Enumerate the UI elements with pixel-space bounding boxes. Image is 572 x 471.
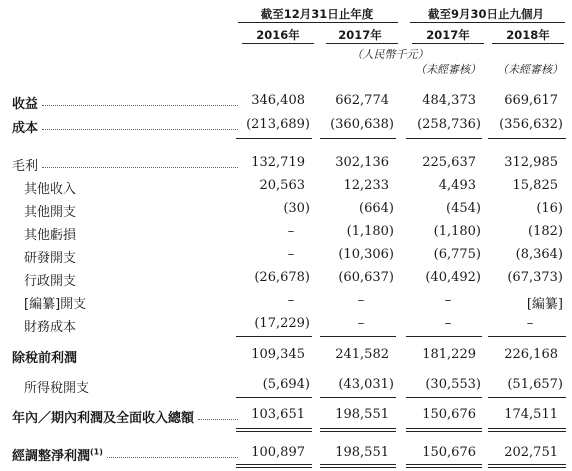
table-cell: 150,676 [422, 407, 476, 422]
table-cell: (1,180) [433, 224, 481, 239]
row-label: [編纂]開支 [24, 297, 87, 312]
total-rule [236, 464, 312, 468]
table-cell: 662,774 [335, 93, 389, 108]
table-cell: – [287, 247, 295, 262]
row-label: 財務成本 [24, 320, 77, 335]
table-cell: (43,031) [338, 377, 394, 392]
table-cell: – [357, 316, 365, 331]
row-label: 所得稅開支 [24, 381, 90, 396]
table-cell: 241,582 [335, 347, 389, 362]
table-cell: 100,897 [251, 445, 305, 460]
leader-dots [42, 129, 238, 130]
header-year-end-period: 截至12月31日止年度 [260, 7, 374, 21]
total-rule [488, 428, 566, 432]
table-cell: [編纂] [526, 297, 563, 312]
table-cell: 312,985 [504, 155, 558, 170]
table-cell: 103,651 [251, 407, 305, 422]
row-label: 經調整淨利潤$^{(1)}$ [12, 447, 103, 464]
row-label: 其他虧損 [24, 228, 77, 243]
total-rule [406, 464, 482, 468]
row-label: 成本 [12, 121, 39, 136]
table-cell: – [444, 316, 452, 331]
table-cell: (8,364) [515, 247, 563, 262]
table-cell: (182) [528, 224, 563, 239]
table-cell: 226,168 [504, 347, 558, 362]
year-rule-1 [242, 43, 314, 44]
year-rule-4 [492, 43, 564, 44]
table-cell: 15,825 [512, 178, 558, 193]
table-cell: 4,493 [438, 178, 476, 193]
table-cell: (454) [446, 201, 481, 216]
table-cell: 202,751 [504, 445, 558, 460]
table-cell: (26,678) [254, 270, 310, 285]
total-rule [488, 464, 566, 468]
footnote-marker: (1) [90, 447, 103, 457]
table-cell: (664) [359, 201, 394, 216]
total-rule [236, 428, 312, 432]
row-label: 研發開支 [24, 251, 77, 266]
table-cell: (10,306) [338, 247, 394, 262]
table-cell: 109,345 [251, 347, 305, 362]
table-cell: – [287, 224, 295, 239]
table-cell: 150,676 [422, 445, 476, 460]
subtotal-rule [488, 138, 566, 139]
table-cell: – [526, 316, 534, 331]
table-cell: (67,373) [507, 270, 563, 285]
unaudited-2018: （未經審核） [497, 63, 563, 76]
table-cell: (1,180) [346, 224, 394, 239]
table-cell: 174,511 [504, 407, 558, 422]
year-2018-interim: 2018年 [506, 28, 550, 42]
subtotal-rule [320, 336, 396, 337]
table-cell: – [357, 293, 365, 308]
total-rule [320, 464, 396, 468]
table-cell: (213,689) [246, 117, 310, 132]
table-cell: 12,233 [343, 178, 389, 193]
subtotal-rule [236, 397, 312, 398]
subtotal-rule [488, 397, 566, 398]
subtotal-rule [320, 138, 396, 139]
table-cell: (30) [283, 201, 310, 216]
table-cell: 198,551 [335, 407, 389, 422]
year-2017: 2017年 [338, 28, 382, 42]
table-cell: (17,229) [254, 316, 310, 331]
total-rule [406, 428, 482, 432]
subtotal-rule [406, 336, 482, 337]
table-cell: (5,694) [262, 377, 310, 392]
row-label: 收益 [12, 97, 39, 112]
year-rule-2 [326, 43, 398, 44]
row-label: 其他收入 [24, 182, 77, 197]
table-cell: (360,638) [330, 117, 394, 132]
table-cell: (30,553) [425, 377, 481, 392]
table-cell: (60,637) [338, 270, 394, 285]
leader-dots [42, 105, 238, 106]
header-rule-right [410, 22, 565, 23]
table-cell: 181,229 [422, 347, 476, 362]
table-cell: 346,408 [251, 93, 305, 108]
table-cell: 669,617 [504, 93, 558, 108]
table-cell: 198,551 [335, 445, 389, 460]
table-cell: (6,775) [433, 247, 481, 262]
row-label: 毛利 [12, 159, 39, 174]
year-2017-interim: 2017年 [426, 28, 470, 42]
year-2016: 2016年 [256, 28, 300, 42]
table-cell: 132,719 [251, 155, 305, 170]
unaudited-2017: （未經審核） [415, 63, 481, 76]
table-cell: (258,736) [417, 117, 481, 132]
table-cell: – [444, 293, 452, 308]
table-cell: 302,136 [335, 155, 389, 170]
unit-label: （人民幣千元） [351, 48, 429, 61]
subtotal-rule [236, 336, 312, 337]
subtotal-rule [236, 138, 312, 139]
header-nine-month-period: 截至9月30日止九個月 [427, 7, 544, 21]
table-cell: – [287, 293, 295, 308]
subtotal-rule [406, 397, 482, 398]
year-rule-3 [412, 43, 484, 44]
table-cell: 225,637 [422, 155, 476, 170]
table-cell: (356,632) [499, 117, 563, 132]
header-rule-left [238, 22, 398, 23]
leader-dots [42, 167, 238, 168]
table-cell: 20,563 [259, 178, 305, 193]
row-label: 年內／期內利潤及全面收入總額 [12, 411, 195, 426]
row-label: 除稅前利潤 [12, 351, 78, 366]
subtotal-rule [488, 336, 566, 337]
table-cell: (40,492) [425, 270, 481, 285]
table-cell: (51,657) [507, 377, 563, 392]
row-label: 其他開支 [24, 205, 77, 220]
subtotal-rule [320, 397, 396, 398]
subtotal-rule [406, 138, 482, 139]
row-label: 行政開支 [24, 274, 77, 289]
total-rule [320, 428, 396, 432]
table-cell: 484,373 [422, 93, 476, 108]
table-cell: (16) [536, 201, 563, 216]
